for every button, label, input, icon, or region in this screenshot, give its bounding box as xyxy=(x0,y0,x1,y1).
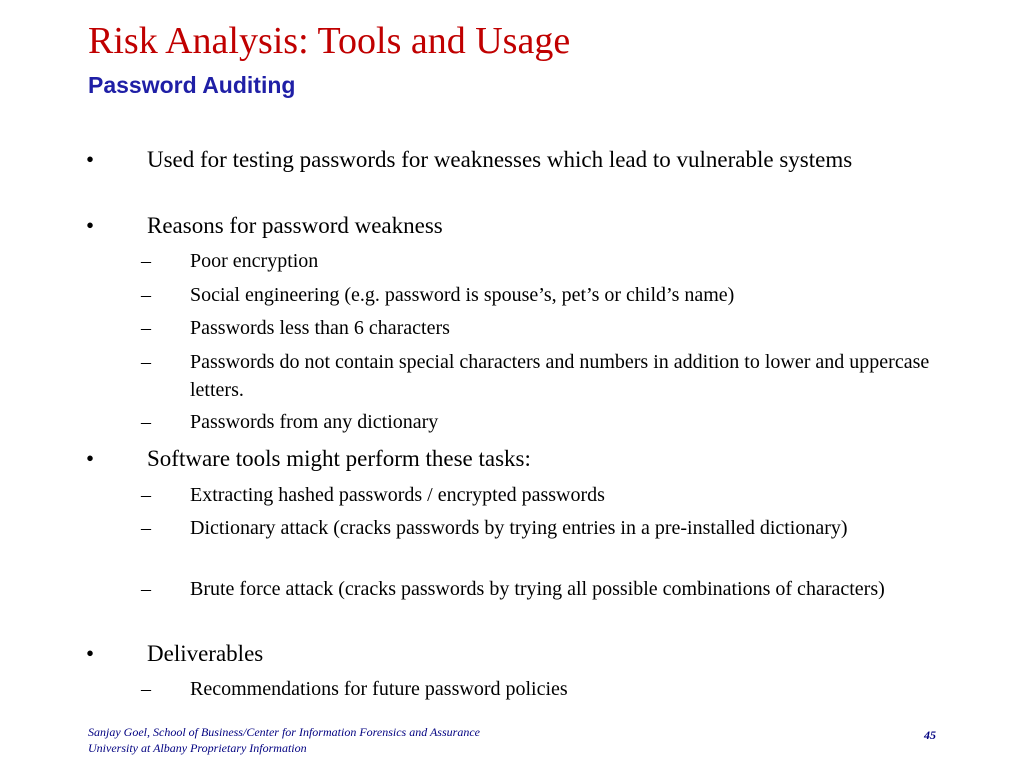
sub-bullet-text: Brute force attack (cracks passwords by trying all possible combinations of characters) xyxy=(190,578,885,600)
sub-bullet-text: Passwords do not contain special characters and numbers in addition to lower and uppercase letters. xyxy=(190,351,930,401)
sub-bullet-text: Social engineering (e.g. password is spouse’s, pet’s or child’s name) xyxy=(190,284,735,306)
dash-marker: – xyxy=(141,250,151,272)
bullet-marker: • xyxy=(86,213,95,238)
dash-marker: – xyxy=(141,351,151,373)
dash-marker: – xyxy=(141,484,151,506)
bullet-marker: • xyxy=(86,641,95,666)
dash-marker: – xyxy=(141,284,151,306)
dash-marker: – xyxy=(141,317,151,339)
footer-attribution xyxy=(88,724,480,756)
slide-subtitle: Password Auditing xyxy=(88,72,296,98)
footer-proprietary-line: University at Albany Proprietary Information xyxy=(88,741,307,755)
sub-bullet-text: Dictionary attack (cracks passwords by trying entries in a pre-installed dictionary) xyxy=(190,517,848,539)
page-number: 45 xyxy=(924,728,936,742)
slide-title: Risk Analysis: Tools and Usage xyxy=(88,20,571,62)
sub-bullet-text: Extracting hashed passwords / encrypted passwords xyxy=(190,484,605,506)
dash-marker: – xyxy=(141,578,151,600)
bullet-text: Reasons for password weakness xyxy=(147,213,443,238)
sub-bullet-text: Poor encryption xyxy=(190,250,319,272)
bullet-text: Deliverables xyxy=(147,641,264,666)
dash-marker: – xyxy=(141,678,151,700)
bullet-marker: • xyxy=(86,446,95,471)
bullet-text: Used for testing passwords for weaknesses which lead to vulnerable systems xyxy=(147,147,853,172)
dash-marker: – xyxy=(141,517,151,539)
sub-bullet-text: Passwords less than 6 characters xyxy=(190,317,450,339)
sub-bullet-text: Recommendations for future password policies xyxy=(190,678,568,700)
sub-bullet-text: Passwords from any dictionary xyxy=(190,411,439,433)
dash-marker: – xyxy=(141,411,151,433)
footer-author-line: Sanjay Goel, School of Business/Center for Information Forensics and Assurance xyxy=(88,725,480,739)
bullet-marker: • xyxy=(86,147,95,172)
bullet-text: Software tools might perform these tasks: xyxy=(147,446,531,471)
